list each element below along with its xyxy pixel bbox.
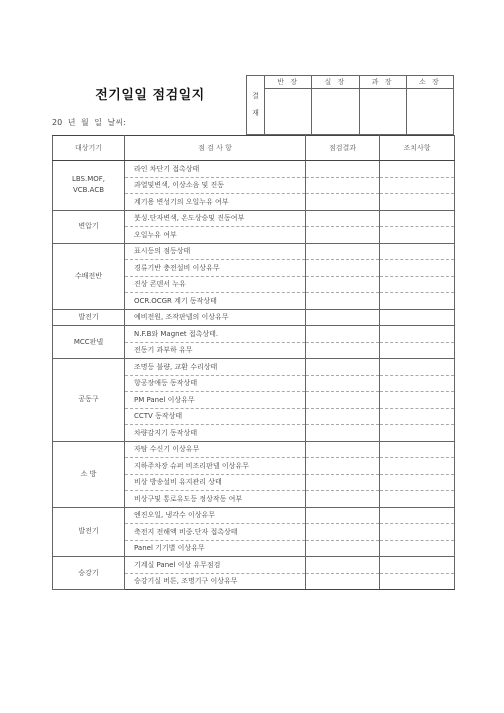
approval-label: [247, 76, 265, 135]
inspection-item: 비상구및 통로유도등 정상작동 여부: [125, 491, 306, 508]
inspection-item: 기계실 Panel 이상 유무점검: [125, 557, 306, 574]
action-cell[interactable]: [380, 524, 455, 541]
inspection-item: N.F.B와 Magnet 접촉상태.: [125, 326, 306, 343]
result-cell[interactable]: [306, 375, 380, 392]
result-cell[interactable]: [306, 177, 380, 194]
inspection-item: 붓싱.단자변색, 온도상승및 진동여부: [125, 210, 306, 227]
action-cell[interactable]: [380, 309, 455, 326]
table-row: [53, 210, 455, 227]
result-cell[interactable]: [306, 408, 380, 425]
result-cell[interactable]: [306, 507, 380, 524]
result-cell[interactable]: [306, 392, 380, 409]
action-cell[interactable]: [380, 276, 455, 293]
action-cell[interactable]: [380, 408, 455, 425]
inspection-item: 자탐 수신기 이상유무: [125, 441, 306, 458]
inspection-item: 엔진오일, 냉각수 이상유무: [125, 507, 306, 524]
result-cell[interactable]: [306, 293, 380, 310]
target-equipment-cell: 승강기: [53, 557, 125, 590]
result-cell[interactable]: [306, 243, 380, 260]
action-cell[interactable]: [380, 441, 455, 458]
inspection-item: 조명등 불량, 교환 수리상태: [125, 359, 306, 376]
inspection-item: 전동기 과부하 유무: [125, 342, 306, 359]
approval-box: [246, 75, 454, 135]
header-action: 조치사항: [380, 136, 455, 161]
inspection-item: OCR.OCGR 계기 동작상태: [125, 293, 306, 310]
result-cell[interactable]: [306, 227, 380, 244]
inspection-item: 지하주차장 슈퍼 비조리판넬 이상유무: [125, 458, 306, 475]
inspection-item: 라인 차단기 접촉상태: [125, 161, 306, 178]
date-weather-line: 20 년 월 일 날씨:: [52, 118, 126, 127]
table-header-row: [53, 136, 455, 161]
table-row: [53, 309, 455, 326]
action-cell[interactable]: [380, 293, 455, 310]
approval-label-1: 결: [252, 92, 259, 101]
table-row: [53, 243, 455, 260]
result-cell[interactable]: [306, 161, 380, 178]
inspection-item: 승강기실 버튼, 조명기구 이상유무: [125, 573, 306, 590]
inspection-item: CCTV 동작상태: [125, 408, 306, 425]
action-cell[interactable]: [380, 491, 455, 508]
result-cell[interactable]: [306, 359, 380, 376]
action-cell[interactable]: [380, 194, 455, 211]
action-cell[interactable]: [380, 177, 455, 194]
table-row: [53, 359, 455, 376]
result-cell[interactable]: [306, 276, 380, 293]
action-cell[interactable]: [380, 507, 455, 524]
table-row: [53, 161, 455, 178]
action-cell[interactable]: [380, 161, 455, 178]
action-cell[interactable]: [380, 573, 455, 590]
inspection-item: 비상 방송설비 유지관리 상태: [125, 474, 306, 491]
action-cell[interactable]: [380, 540, 455, 557]
result-cell[interactable]: [306, 557, 380, 574]
inspection-item: PM Panel 이상유무: [125, 392, 306, 409]
action-cell[interactable]: [380, 557, 455, 574]
inspection-item: 경류기반 충전설비 이상유무: [125, 260, 306, 277]
action-cell[interactable]: [380, 458, 455, 475]
header-result: 점검결과: [306, 136, 380, 161]
signature-cell[interactable]: [359, 89, 406, 135]
result-cell[interactable]: [306, 491, 380, 508]
target-equipment-cell: 소 방: [53, 441, 125, 507]
result-cell[interactable]: [306, 524, 380, 541]
table-row: [53, 326, 455, 343]
target-equipment-cell: LBS.MOF, VCB.ACB: [53, 161, 125, 211]
target-equipment-cell: 발전기: [53, 507, 125, 557]
action-cell[interactable]: [380, 359, 455, 376]
inspection-item: 차량감지기 동작상태: [125, 425, 306, 442]
action-cell[interactable]: [380, 210, 455, 227]
result-cell[interactable]: [306, 210, 380, 227]
result-cell[interactable]: [306, 425, 380, 442]
action-cell[interactable]: [380, 342, 455, 359]
result-cell[interactable]: [306, 342, 380, 359]
result-cell[interactable]: [306, 573, 380, 590]
result-cell[interactable]: [306, 474, 380, 491]
inspection-item: 예비전원, 조작판넬의 이상유무: [125, 309, 306, 326]
signature-cell[interactable]: [265, 89, 312, 135]
approval-role-3: 과 장: [359, 76, 406, 89]
inspection-table: [52, 135, 455, 590]
header-items: 점 검 사 항: [125, 136, 306, 161]
table-row: [53, 441, 455, 458]
signature-cell[interactable]: [406, 89, 453, 135]
inspection-item: 과열및변색, 이상소음 및 진동: [125, 177, 306, 194]
table-row: [53, 507, 455, 524]
inspection-item: 계기용 변성기의 오일누유 여부: [125, 194, 306, 211]
inspection-item: 오일누유 여부: [125, 227, 306, 244]
page-title: 전기일일 점검일지: [95, 88, 205, 103]
approval-role-2: 실 장: [312, 76, 359, 89]
action-cell[interactable]: [380, 326, 455, 343]
inspection-item: 축전지 전해액 비중.단자 접촉상태: [125, 524, 306, 541]
action-cell[interactable]: [380, 243, 455, 260]
inspection-item: 표시등의 점등상태: [125, 243, 306, 260]
inspection-item: 진상 콘덴서 누유: [125, 276, 306, 293]
action-cell[interactable]: [380, 392, 455, 409]
result-cell[interactable]: [306, 194, 380, 211]
signature-cell[interactable]: [312, 89, 359, 135]
action-cell[interactable]: [380, 227, 455, 244]
target-equipment-cell: 변압기: [53, 210, 125, 243]
header-target: 대상기기: [53, 136, 125, 161]
action-cell[interactable]: [380, 425, 455, 442]
result-cell[interactable]: [306, 540, 380, 557]
action-cell[interactable]: [380, 375, 455, 392]
result-cell[interactable]: [306, 458, 380, 475]
approval-label-2: 재: [252, 109, 259, 118]
target-equipment-cell: 발전기: [53, 309, 125, 326]
result-cell[interactable]: [306, 441, 380, 458]
action-cell[interactable]: [380, 260, 455, 277]
inspection-item: Panel 기기별 이상유무: [125, 540, 306, 557]
result-cell[interactable]: [306, 260, 380, 277]
target-equipment-cell: 수배전반: [53, 243, 125, 309]
inspection-item: 항공장애등 동작상태: [125, 375, 306, 392]
action-cell[interactable]: [380, 474, 455, 491]
target-equipment-cell: 공동구: [53, 359, 125, 442]
result-cell[interactable]: [306, 309, 380, 326]
approval-role-1: 반 장: [265, 76, 312, 89]
target-equipment-cell: MCC판넬: [53, 326, 125, 359]
result-cell[interactable]: [306, 326, 380, 343]
approval-role-4: 소 장: [406, 76, 453, 89]
table-row: [53, 557, 455, 574]
